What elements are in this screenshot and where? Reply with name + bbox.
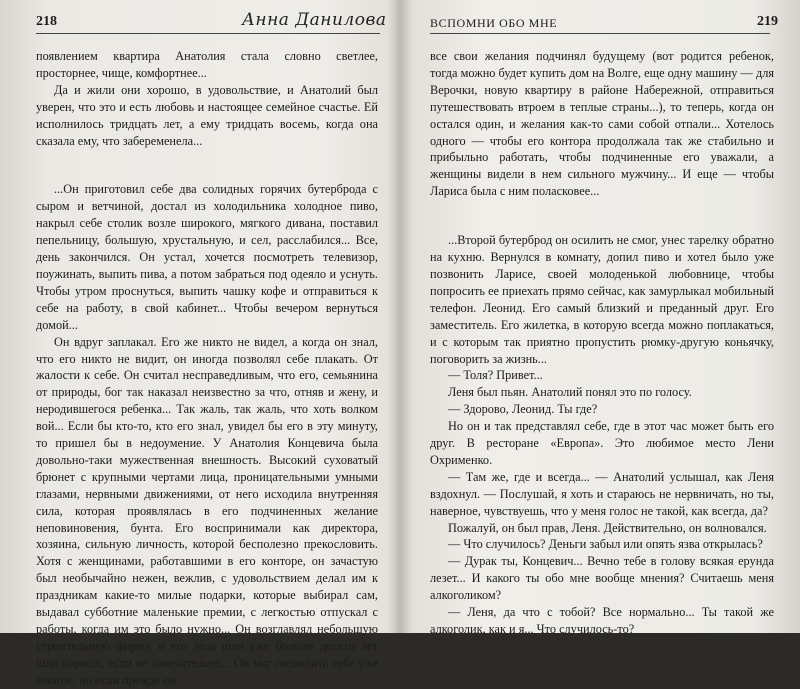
section-break (36, 149, 378, 181)
paragraph: ...Он приготовил себе два солидных горячих бутерброда с сыром и ветчиной, достал из холодильника холодное пиво, накрыл себе столик возле широкого, мягкого дивана, поставил пепельницу, большую, хрустальную, и сел, расслабился... Все, день закончился. Он устал, хочется посмотреть телевизор, поужинать, выпить пива, а потом забраться под одеяло и уснуть. Чтобы утром проснуться, выпить чашку кофе и отправиться к себе на работу, в свой кабинет... Чтобы вечером вернуться домой... (36, 182, 378, 332)
section-break (430, 200, 774, 232)
dialogue-line: — Дурак ты, Концевич... Вечно тебе в голову всякая ерунда лезет... И какого ты обо мне вообще мнения? Считаешь меня алкоголиком? (430, 554, 774, 603)
running-header-author: Анна Данилова (242, 10, 387, 30)
header-rule-left (36, 33, 380, 34)
dialogue-line: — Здорово, Леонид. Ты где? (448, 402, 598, 417)
right-page-text (430, 48, 774, 638)
paragraph: все свои желания подчинял будущему (вот родится ребенок, тогда можно будет купить дом на Волге, еще одну машину — для Верочки, новую квартиру в районе Набережной, отправиться путешествовать втроем в теплые страны...), то теперь, когда он остался один, и желания как-то сами собой отпали... Хотелось одного — чтобы его контора продолжала так же стабильно и прибыльно работать, чтобы подчиненные его уважали, а женщины видели в нем сильного мужчину... И еще — чтобы Лариса была с ним поласковее... (430, 49, 774, 199)
paragraph: Но он и так представлял себе, где в этот час может быть его друг. В ресторане «Европа». Это любимое место Лени Охрименко. (430, 419, 774, 467)
page-number-left: 218 (36, 14, 57, 29)
paragraph: ...Второй бутерброд он осилить не смог, унес тарелку обратно на кухню. Вернулся в комнату, допил пиво и хотел было уже позвонить Ларисе, своей молоденькой любовнице, чтобы попросить ее приехать прямо сейчас, как замурлыкал мобильный телефон. Леонид. Его самый близкий и преданный друг. Его заместитель. Его жилетка, в которую всегда можно поплакаться, и с которым так приятно пропустить рюмку-другую коньячку, поговорить за жизнь... (430, 233, 774, 366)
dialogue-line: — Там же, где и всегда... — Анатолий услышал, как Леня вздохнул. — Послушай, я хоть и стараюсь не нервничать, но ты, наверное, чувствуешь, что у меня голос не такой, как всегда, да? (430, 469, 774, 518)
dialogue-line: — Что случилось? Деньги забыл или опять язва открылась? (448, 537, 763, 552)
paragraph: Леня был пьян. Анатолий понял это по голосу. (448, 385, 692, 400)
dialogue-line: — Толя? Привет... (448, 368, 543, 383)
paragraph: Пожалуй, он был прав, Леня. Действительно, он волновался. (448, 520, 767, 535)
header-rule-right (430, 33, 770, 34)
paragraph: появлением квартира Анатолия стала словно светлее, просторнее, чище, комфортнее... (36, 49, 378, 80)
running-header-title: ВСПОМНИ ОБО МНЕ (430, 16, 558, 30)
paragraph: Да и жили они хорошо, в удовольствие, и Анатолий был уверен, что это и есть любовь и настоящее семейное счастье. Ей исполнилось тридцать лет, а ему тридцать восемь, когда она сказала ему, что забеременела... (36, 82, 378, 148)
dialogue-line: — Леня, да что с тобой? Все нормально... Ты такой же алкоголик, как и я... Что случилось-то? (430, 605, 774, 636)
right-page (402, 0, 800, 636)
left-page (0, 0, 398, 687)
paragraph: Он вдруг заплакал. Его же никто не видел, а когда он знал, что его никто не видит, он иногда позволял себе плакать. От жалости к себе. Он считал несправедливым, что его, семьянина от природы, бог так наказал неизвестно за что, отняв и жену, и неродившегося ребенка... Так жаль, так жаль, что хоть волком вой... Если бы кто-то, кто его знал, увидел бы его в эту минуту, то пришел бы в недоумение. У Анатолия Концевича была довольно-таки мужественная внешность. Высокий суховатый брюнет с крупными чертами лица, проницательными умными глазами, нервными движениями, от него исходила внутренняя сила, которая проявлялась в его подчиненных желание неповиновения, бунта. Его воспринимали как директора, хозяина, сильную личность, которой бесполезно прекословить. Хотя с женщинами, работавшими в его конторе, он зачастую был необычайно нежен, вежлив, с удовольствием делал им к праздникам какие-то милые подарки, которые выбирал сам, выдавал субботние маленькие премии, с легкостью отпускал с работы, когда им это было нужно... Он возглавлял небольшую строительную фирму, и его дела шли уже больше десяти лет шли хорошо, если не замечательно... Он мог позволить себе уже многое, но если прежде он (36, 334, 378, 687)
left-page-text (36, 48, 378, 689)
page-number-right: 219 (757, 14, 778, 29)
